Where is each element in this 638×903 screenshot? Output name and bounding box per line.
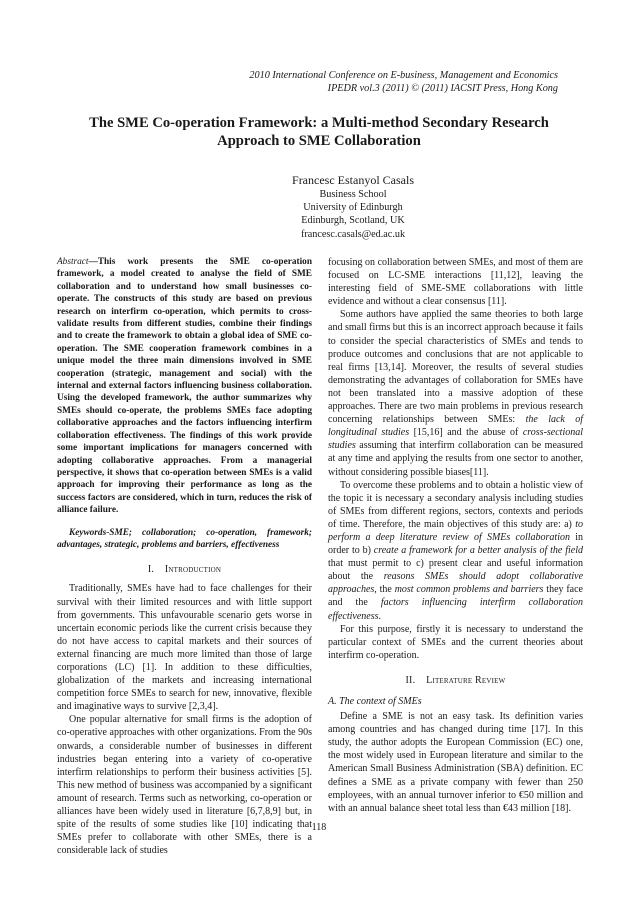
page-number: 118 xyxy=(311,822,327,833)
author-affiliation-location: Edinburgh, Scotland, UK xyxy=(301,215,405,227)
section-heading-literature-review: II. Literature Review xyxy=(405,674,506,686)
author-affiliation-university: University of Edinburgh xyxy=(303,202,403,214)
intro-paragraph-3: Some authors have applied the same theories to both large and small firms but this is an incorrect approach because it fails to consider the special characteristics of SMEs and tends to produce outcomes and conclusions that are not applicable to real firms [13,14]. Moreover, the results of several studies demonstrating the advantages of collaboration for SMEs have not been translated into a massive adoption of these approaches. There are two main problems in previous research concerning relationships between SMEs: the lack of longitudinal studies [15,16] and the abuse of cross-sectional studies assuming that interfirm collaboration can be measured at any time and applying the results from one sector to another, without considering possible biases[11]. xyxy=(328,309,584,478)
conference-line-1: 2010 International Conference on E-business, Management and Economics xyxy=(249,70,558,81)
abstract xyxy=(57,256,312,517)
intro-paragraph-4: To overcome these problems and to obtain a holistic view of the topic it is necessary a secondary analysis including studies of SMEs from different regions, sectors, contexts and periods of time. Therefore, the main objectives of this study are: a) to perform a deep literature review of SMEs collaboration in order to b) create a framework for a better analysis of the field that must permit to c) present clear and useful information about the reasons SMEs should adopt collaborative approaches, the most common problems and barriers they face and the factors influencing interfirm collaboration effectiveness. xyxy=(328,479,584,622)
keywords: Keywords-SME; collaboration; co-operation, framework; advantages, strategic, problems and barriers, effectiveness xyxy=(57,527,312,550)
title-line-2: Approach to SME Collaboration xyxy=(217,133,421,149)
literature-paragraph-1: Define a SME is not an easy task. Its definition varies among countries and has changed during time [17]. In this study, the author adopts the European Commission (EC) one, the most widely used in European literature and similar to the American Small Business Administration (SBA) definition. EC defines a SME as a private company with fewer than 250 employees, with an annual turnover inferior to €50 million and with an annual balance sheet total less than €43 million [18]. xyxy=(328,711,583,814)
section-heading-introduction: I. Introduction xyxy=(147,564,222,576)
paper-title xyxy=(60,114,578,150)
intro-paragraph-1: Traditionally, SMEs have had to face challenges for their survival with their limited resources and with little support from governments. This unfavourable scenario gets worse in uncertain economic periods like the current crisis because they do not have access to capital markets and their sources of external financing are much more limited than those of large corporations (LC) [1]. In addition to these difficulties, globalization of the markets and increasing international competition force SMEs to search for new, innovative, flexible and imaginative ways to survive [2,3,4]. xyxy=(57,583,312,713)
abstract-text: —This work presents the SME co-operation framework, a model created to analyse the field of SME collaboration and to understand how small businesses co-operate. The constructs of this study are based on previous research on interfirm co-operation, which permits to cross-validate results from different studies, combine their findings and to create the framework to obtain a global idea of SME co-operation. The SME cooperation framework combines in a unique model the three main dimensions involved in SME cooperation (strategic, management and social) with the internal and external factors influencing business collaboration. Using the developed framework, the author summarizes why SMEs should co-operate, the problems SMEs face adopting collaborative approaches and the factors influencing interfirm collaboration effectiveness. The findings of this work provide some important implications for managers concerned with adopting collaborative approaches. From a managerial perspective, it shows that co-operation between SMEs is a valid approach for improving their performance as long as the success factors are considered, which in turn, reduces the risk of alliance failure. xyxy=(57,257,312,516)
conference-header xyxy=(150,69,558,95)
author-email: francesc.casals@ed.ac.uk xyxy=(300,228,406,240)
intro-paragraph-2-continued: focusing on collaboration between SMEs, and most of them are focused on LC-SME interactions [11,12], leaving the interesting field of SME-SME collaborations with little evidence and without a clear consensus [11]. xyxy=(328,257,583,308)
author-block xyxy=(0,172,638,241)
conference-line-2: IPEDR vol.3 (2011) © (2011) IACSIT Press, Hong Kong xyxy=(327,83,558,94)
intro-paragraph-5: For this purpose, firstly it is necessary to understand the particular context of SMEs and the current theories about interfirm co-operation. xyxy=(328,623,583,661)
subsection-heading-context: A. The context of SMEs xyxy=(328,696,422,707)
author-name: Francesc Estanyol Casals xyxy=(292,173,414,187)
left-column xyxy=(57,256,312,857)
title-line-1: The SME Co-operation Framework: a Multi-method Secondary Research xyxy=(89,115,549,131)
right-column xyxy=(328,256,583,815)
author-affiliation-school: Business School xyxy=(319,189,387,200)
intro-paragraph-2: One popular alternative for small firms is the adoption of co-operative approaches with other organizations. From the 90s onwards, a considerable number of businesses in different industries began entering into a variety of co-operative interfirm relationships to perform their business activities [5]. This new method of business was accompanied by a significant amount of research. Terms such as networking, co-operation or alliances have been widely used in literature [6,7,8,9] but, in spite of the results of some studies like [10] indicating that SMEs prefer to collaborate with other SMEs, there is a considerable lack of studies xyxy=(57,714,312,857)
abstract-label: Abstract xyxy=(57,257,89,267)
